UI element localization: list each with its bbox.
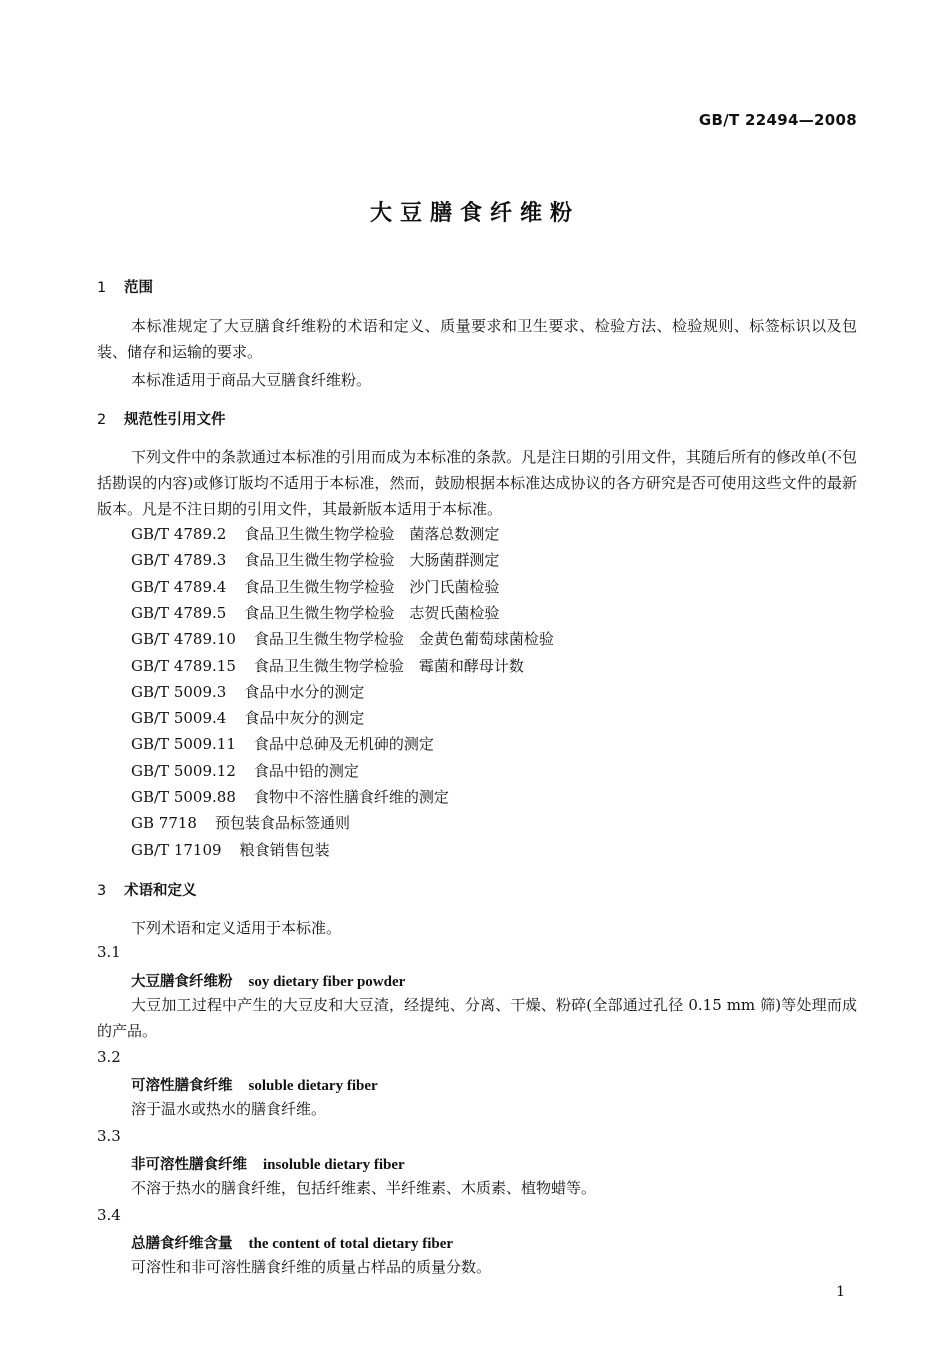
reference-title: 食品卫生微生物学检验 沙门氏菌检验 xyxy=(244,577,500,596)
reference-item xyxy=(131,760,359,781)
section-title: 规范性引用文件 xyxy=(124,412,226,428)
reference-code: GB/T 5009.11 xyxy=(131,735,236,754)
reference-code: GB/T 4789.4 xyxy=(131,577,227,596)
page-number: 1 xyxy=(836,1284,845,1300)
document-title: 大豆膳食纤维粉 xyxy=(369,201,580,226)
reference-title: 粮食销售包装 xyxy=(239,840,330,859)
clause-number: 3.1 xyxy=(97,943,121,961)
reference-code: GB/T 4789.15 xyxy=(131,656,236,675)
standard-code: GB/T 22494—2008 xyxy=(698,111,857,129)
reference-code: GB/T 5009.12 xyxy=(131,761,236,780)
section-number: 2 xyxy=(97,412,107,428)
reference-item xyxy=(131,549,499,570)
reference-code: GB/T 5009.88 xyxy=(131,788,236,806)
reference-item xyxy=(131,576,499,597)
term-definition: 大豆加工过程中产生的大豆皮和大豆渣，经提纯、分离、干燥、粉碎(全部通过孔径 0.15 mm 筛)等处理而成的产品。 xyxy=(97,996,857,1040)
reference-title: 食物中不溶性膳食纤维的测定 xyxy=(253,788,449,806)
section-number: 1 xyxy=(97,280,107,296)
reference-item xyxy=(131,523,499,544)
reference-title: 食品中水分的测定 xyxy=(244,682,365,701)
term-chinese: 大豆膳食纤维粉 xyxy=(131,974,233,990)
reference-title: 食品中总砷及无机砷的测定 xyxy=(253,735,434,754)
section-title: 范围 xyxy=(124,280,153,296)
term-chinese: 总膳食纤维含量 xyxy=(131,1236,233,1252)
term-chinese: 非可溶性膳食纤维 xyxy=(131,1157,247,1173)
reference-item xyxy=(131,839,330,860)
term-definition: 溶于温水或热水的膳食纤维。 xyxy=(131,1100,327,1118)
section-heading-references xyxy=(97,408,226,429)
reference-title: 食品卫生微生物学检验 金黄色葡萄球菌检验 xyxy=(253,630,554,649)
term-definition: 不溶于热水的膳食纤维，包括纤维素、半纤维素、木质素、植物蜡等。 xyxy=(131,1179,597,1197)
reference-item xyxy=(131,733,434,754)
terms-intro: 下列术语和定义适用于本标准。 xyxy=(131,919,342,937)
reference-item xyxy=(131,786,449,807)
reference-code: GB/T 4789.3 xyxy=(131,551,227,570)
term-heading xyxy=(131,1232,453,1253)
reference-title: 食品卫生微生物学检验 大肠菌群测定 xyxy=(244,551,500,570)
reference-item xyxy=(131,602,499,623)
reference-title: 食品卫生微生物学检验 霉菌和酵母计数 xyxy=(253,656,524,675)
scope-paragraph-1: 本标准规定了大豆膳食纤维粉的术语和定义、质量要求和卫生要求、检验方法、检验规则、标签标识以及包装、储存和运输的要求。 xyxy=(97,317,857,361)
term-english: insoluble dietary fiber xyxy=(263,1157,405,1173)
reference-code: GB/T 4789.5 xyxy=(131,603,227,622)
reference-title: 食品中灰分的测定 xyxy=(244,709,365,728)
references-intro: 下列文件中的条款通过本标准的引用而成为本标准的条款。凡是注日期的引用文件，其随后所有的修改单(不包括勘误的内容)或修订版均不适用于本标准，然而，鼓励根据本标准达成协议的各方研究是否可使用这些文件的最新版本。凡是不注日期的引用文件，其最新版本适用于本标准。 xyxy=(97,448,857,518)
term-english: the content of total dietary fiber xyxy=(248,1236,454,1252)
reference-code: GB/T 5009.3 xyxy=(131,682,227,701)
reference-code: GB/T 4789.2 xyxy=(131,525,227,543)
term-heading xyxy=(131,970,405,991)
term-english: soluble dietary fiber xyxy=(248,1078,378,1094)
reference-title: 预包装食品标签通则 xyxy=(214,814,350,833)
term-chinese: 可溶性膳食纤维 xyxy=(131,1078,233,1094)
clause-number: 3.3 xyxy=(97,1127,121,1145)
term-english: soy dietary fiber powder xyxy=(248,974,406,990)
term-heading xyxy=(131,1153,405,1174)
reference-item xyxy=(131,681,364,702)
reference-code: GB/T 4789.10 xyxy=(131,630,236,649)
reference-title: 食品卫生微生物学检验 菌落总数测定 xyxy=(244,525,500,543)
reference-code: GB 7718 xyxy=(131,814,197,833)
section-heading-terms xyxy=(97,879,197,900)
reference-title: 食品卫生微生物学检验 志贺氏菌检验 xyxy=(244,603,500,622)
reference-item xyxy=(131,812,350,833)
reference-code: GB/T 17109 xyxy=(131,840,222,859)
term-heading xyxy=(131,1074,378,1095)
section-title: 术语和定义 xyxy=(124,883,197,899)
reference-item xyxy=(131,628,554,649)
reference-code: GB/T 5009.4 xyxy=(131,709,227,728)
section-heading-scope xyxy=(97,276,153,297)
section-number: 3 xyxy=(97,883,107,899)
reference-title: 食品中铅的测定 xyxy=(253,761,359,780)
term-definition: 可溶性和非可溶性膳食纤维的质量占样品的质量分数。 xyxy=(131,1258,492,1276)
clause-number: 3.4 xyxy=(97,1206,121,1224)
reference-item xyxy=(131,707,364,728)
reference-item xyxy=(131,655,524,676)
clause-number: 3.2 xyxy=(97,1048,121,1066)
scope-paragraph-2: 本标准适用于商品大豆膳食纤维粉。 xyxy=(131,371,372,389)
